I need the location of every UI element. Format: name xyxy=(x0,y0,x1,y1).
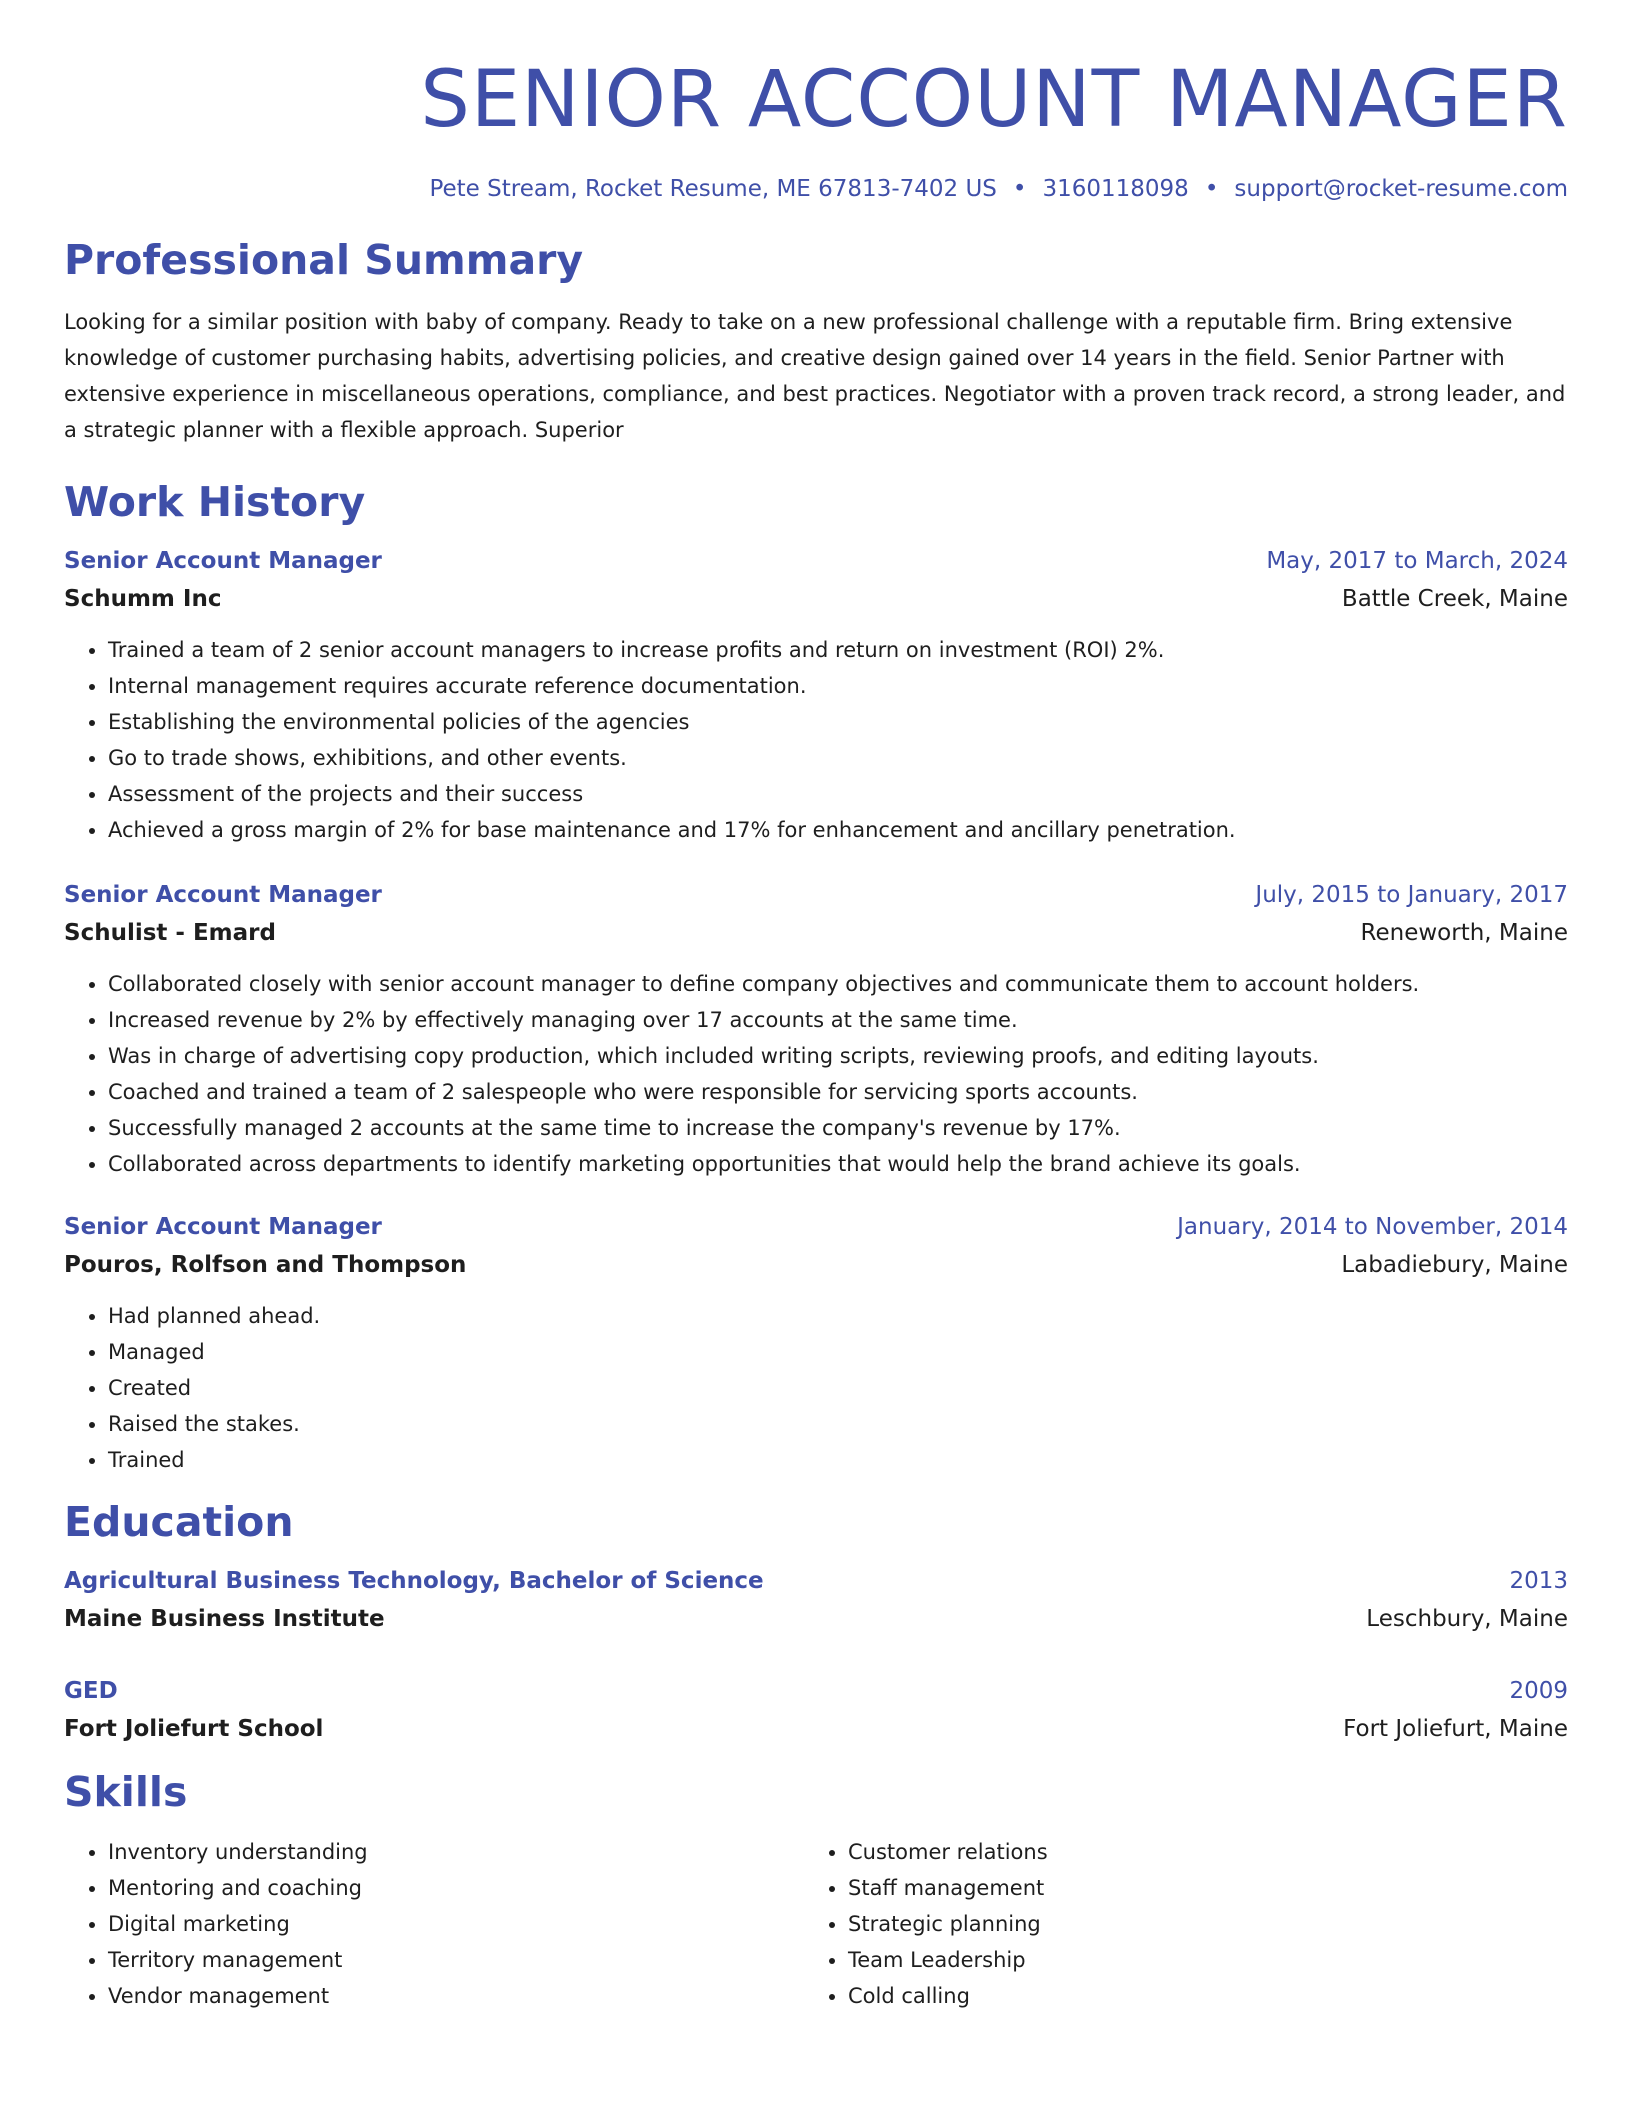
education-school-row xyxy=(64,1600,1568,1638)
education-degree: Agricultural Business Technology, Bachelor of Science xyxy=(64,1568,764,1594)
skill-item: • Team Leadership xyxy=(848,1942,1544,1978)
education-entry xyxy=(64,1672,1568,1748)
job-title: Senior Account Manager xyxy=(64,1214,382,1240)
contact-separator: • xyxy=(1012,176,1027,202)
summary-text: Looking for a similar position with baby of company. Ready to take on a new professional challenge with a reputable firm. Bring extensive knowledge of customer purchasing habits, advertising policies, and creative design gained over 14 years in the field. Senior Partner with extensive experience in miscellaneous operations, compliance, and best practices. Negotiator with a proven track record, a strong leader, and a strategic planner with a flexible approach. Superior xyxy=(64,310,1566,442)
skill-item: • Inventory understanding xyxy=(108,1834,804,1870)
job-header xyxy=(64,876,1568,914)
skills-column-right xyxy=(804,1820,1544,2014)
contact-address: Pete Stream, Rocket Resume, ME 67813-7402 US xyxy=(429,176,997,202)
job-bullet: • Collaborated closely with senior account manager to define company objectives and communicate them to account holders. xyxy=(108,966,1568,1002)
education-year: 2009 xyxy=(1509,1678,1568,1704)
summary-heading: Professional Summary xyxy=(64,236,584,284)
job-bullets xyxy=(64,966,1568,1182)
skills-column-left xyxy=(64,1820,804,2014)
education-school: Maine Business Institute xyxy=(64,1606,385,1632)
job-company-row xyxy=(64,914,1568,952)
job-bullet: • Successfully managed 2 accounts at the same time to increase the company's revenue by 17%. xyxy=(108,1110,1568,1146)
job-entry xyxy=(64,876,1568,1182)
job-header xyxy=(64,542,1568,580)
contact-separator: • xyxy=(1204,176,1219,202)
job-dates: January, 2014 to November, 2014 xyxy=(1177,1214,1568,1240)
job-title: Senior Account Manager xyxy=(64,882,382,908)
job-title: Senior Account Manager xyxy=(64,548,382,574)
job-bullet: • Coached and trained a team of 2 salespeople who were responsible for servicing sports accounts. xyxy=(108,1074,1568,1110)
skills-grid xyxy=(64,1820,1568,2014)
job-company-row xyxy=(64,580,1568,618)
education-entry xyxy=(64,1562,1568,1638)
contact-line xyxy=(64,174,1568,204)
education-location: Fort Joliefurt, Maine xyxy=(1343,1716,1568,1742)
job-bullet: • Establishing the environmental policies of the agencies xyxy=(108,704,1568,740)
job-bullets xyxy=(64,1298,1568,1478)
resume-page xyxy=(64,0,1568,2014)
job-dates: May, 2017 to March, 2024 xyxy=(1266,548,1568,574)
contact-email[interactable]: support@rocket-resume.com xyxy=(1234,176,1568,202)
job-location: Labadiebury, Maine xyxy=(1341,1252,1568,1278)
job-location: Reneworth, Maine xyxy=(1360,920,1568,946)
job-bullet: • Achieved a gross margin of 2% for base maintenance and 17% for enhancement and ancillary penetration. xyxy=(108,812,1568,848)
contact-phone[interactable]: 3160118098 xyxy=(1042,176,1189,202)
job-company: Pouros, Rolfson and Thompson xyxy=(64,1252,467,1278)
job-entry xyxy=(64,1208,1568,1478)
job-bullet: • Was in charge of advertising copy production, which included writing scripts, reviewing proofs, and editing layouts. xyxy=(108,1038,1568,1074)
job-company-row xyxy=(64,1246,1568,1284)
education-degree: GED xyxy=(64,1678,118,1704)
education-school-row xyxy=(64,1710,1568,1748)
job-dates: July, 2015 to January, 2017 xyxy=(1255,882,1568,908)
job-company: Schumm Inc xyxy=(64,586,222,612)
job-bullet: • Internal management requires accurate reference documentation. xyxy=(108,668,1568,704)
skill-item: • Strategic planning xyxy=(848,1906,1544,1942)
job-bullet: • Created xyxy=(108,1370,1568,1406)
job-location: Battle Creek, Maine xyxy=(1341,586,1568,612)
job-header xyxy=(64,1208,1568,1246)
job-bullet: • Had planned ahead. xyxy=(108,1298,1568,1334)
education-header xyxy=(64,1672,1568,1710)
job-bullet: • Collaborated across departments to identify marketing opportunities that would help the brand achieve its goals. xyxy=(108,1146,1568,1182)
work-history-heading: Work History xyxy=(64,478,366,526)
skills-list xyxy=(64,1834,804,2014)
education-header xyxy=(64,1562,1568,1600)
education-location: Leschbury, Maine xyxy=(1366,1606,1568,1632)
skill-item: • Digital marketing xyxy=(108,1906,804,1942)
job-bullet: • Raised the stakes. xyxy=(108,1406,1568,1442)
job-bullet: • Increased revenue by 2% by effectively managing over 17 accounts at the same time. xyxy=(108,1002,1568,1038)
education-heading: Education xyxy=(64,1498,294,1546)
job-bullet: • Assessment of the projects and their success xyxy=(108,776,1568,812)
skills-list xyxy=(804,1834,1544,2014)
skill-item: • Mentoring and coaching xyxy=(108,1870,804,1906)
job-bullets xyxy=(64,632,1568,848)
skill-item: • Vendor management xyxy=(108,1978,804,2014)
job-bullet: • Trained xyxy=(108,1442,1568,1478)
resume-title: SENIOR ACCOUNT MANAGER xyxy=(420,55,1568,145)
skill-item: • Territory management xyxy=(108,1942,804,1978)
skill-item: • Cold calling xyxy=(848,1978,1544,2014)
skill-item: • Customer relations xyxy=(848,1834,1544,1870)
job-bullet: • Trained a team of 2 senior account managers to increase profits and return on investment (ROI) 2%. xyxy=(108,632,1568,668)
job-bullet: • Go to trade shows, exhibitions, and other events. xyxy=(108,740,1568,776)
job-bullet: • Managed xyxy=(108,1334,1568,1370)
education-year: 2013 xyxy=(1509,1568,1568,1594)
skill-item: • Staff management xyxy=(848,1870,1544,1906)
job-company: Schulist - Emard xyxy=(64,920,276,946)
education-school: Fort Joliefurt School xyxy=(64,1716,324,1742)
skills-heading: Skills xyxy=(64,1768,188,1816)
job-entry xyxy=(64,542,1568,848)
